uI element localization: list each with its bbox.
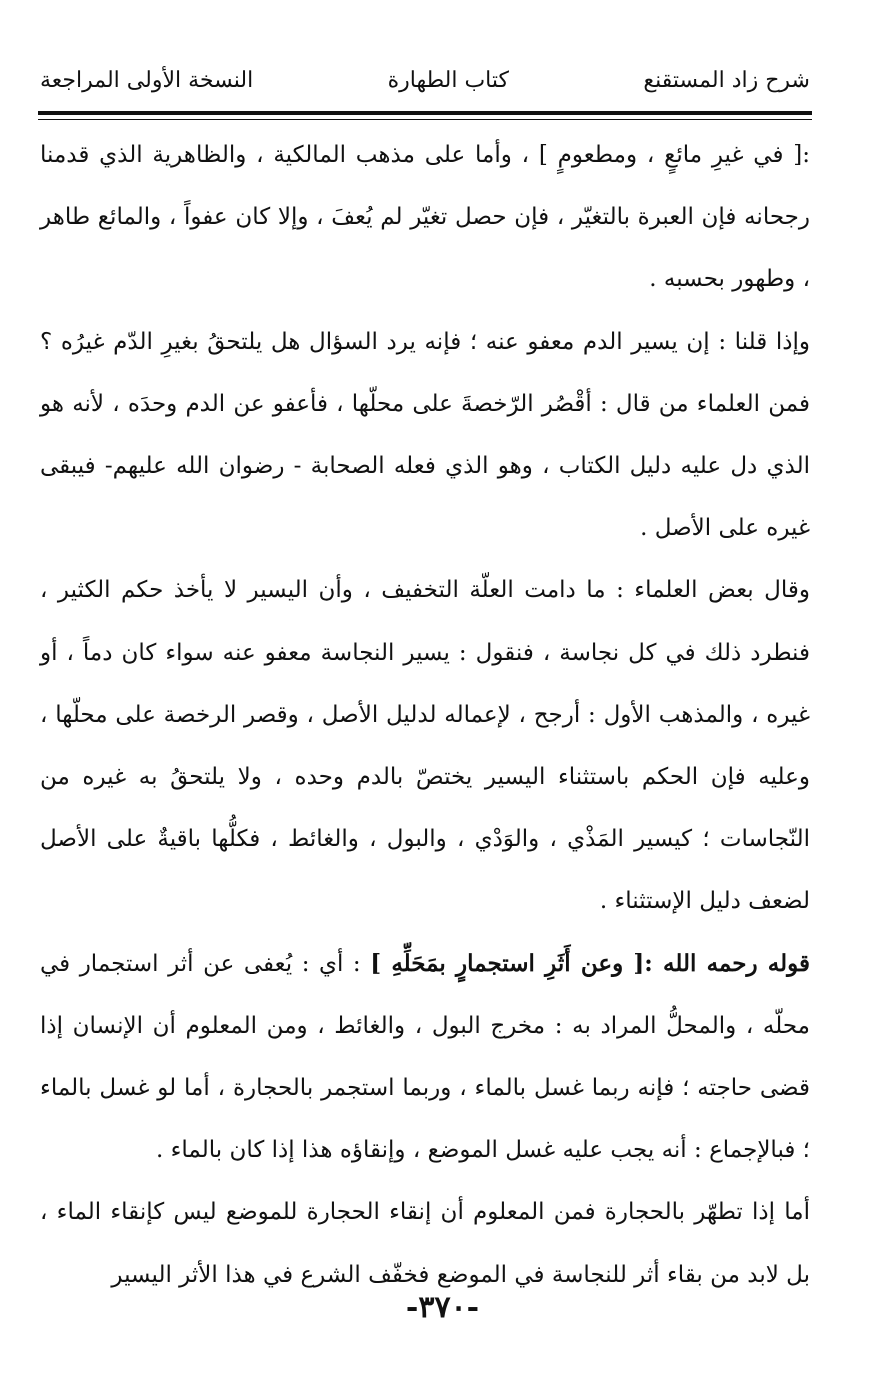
header-chapter-title: كتاب الطهارة [387, 67, 509, 93]
paragraph-4 [40, 933, 810, 1182]
paragraph-1 [40, 124, 810, 311]
paragraph-3-text: وقال بعض العلماء : ما دامت العلّة التخفيف ، وأن اليسير لا يأخذ حكم الكثير ، فنطرد ذلك في كل نجاسة ، فنقول : يسير النجاسة معفو عنه سواء كان دماً ، أو غيره ، والمذهب الأول : أرجح ، لإعماله لدليل الأصل ، وقصر الرخصة على محلّها ، وعليه فإن الحكم باستثناء اليسير يختصّ بالدم وحده ، ولا يلتحقُ به غيره من النّجاسات ؛ كيسير المَذْي ، والوَدْي ، والبول ، والغائط ، فكلُّها باقيةٌ على الأصل لضعف دليل الإستثناء . [40, 577, 810, 915]
paragraph-2-text: وإذا قلنا : إن يسير الدم معفو عنه ؛ فإنه يرد السؤال هل يلتحقُ بغيرِ الدّم غيرُه ؟ فمن العلماء من قال : أقْصُر الرّخصةَ على محلّها ، فأعفو عن الدم وحدَه ، لأنه هو الذي دل عليه دليل الكتاب ، وهو الذي فعله الصحابة - رضوان الله عليهم- فيبقى غيره على الأصل . [40, 328, 810, 542]
paragraph-4-lead: قوله رحمه الله :[ وعن أَثَرِ استجمارٍ بمَحَلِّهِ ] [370, 949, 811, 977]
header-book-title: شرح زاد المستقنع [643, 67, 810, 93]
page-number: -٣٧٠- [405, 1290, 480, 1325]
paragraph-1-text: :[ في غيرِ مائعٍ ، ومطعومٍ ] ، وأما على مذهب المالكية ، والظاهرية الذي قدمنا رجحانه فإن العبرة بالتغيّر ، فإن حصل تغيّر لم يُعفَ ، وإلا كان عفواً ، والمائع طاهر ، وطهور بحسبه . [40, 142, 810, 293]
paragraph-4-text: : أي : يُعفى عن أثر استجمار في محلّه ، والمحلُّ المراد به : مخرج البول ، والغائط ، ومن المعلوم أن الإنسان إذا قضى حاجته ؛ فإنه ربما غسل بالماء ، وربما استجمر بالحجارة ، أما لو غسل بالماء ؛ فبالإجماع : أنه يجب عليه غسل الموضع ، وإنقاؤه هذا إذا كان بالماء . [40, 950, 810, 1164]
running-header [40, 60, 810, 100]
header-rule-thick [38, 111, 812, 115]
header-edition-note: النسخة الأولى المراجعة [40, 67, 254, 93]
paragraph-3 [40, 559, 810, 932]
paragraph-2 [40, 311, 810, 560]
paragraph-5-text: أما إذا تطهّر بالحجارة فمن المعلوم أن إنقاء الحجارة للموضع ليس كإنقاء الماء ، بل لابد من بقاء أثر للنجاسة في الموضع فخفّف الشرع في هذا الأثر اليسير [40, 1199, 810, 1288]
header-rule-thin [38, 119, 812, 120]
paragraph-5 [40, 1181, 810, 1305]
body-text [40, 124, 810, 1306]
